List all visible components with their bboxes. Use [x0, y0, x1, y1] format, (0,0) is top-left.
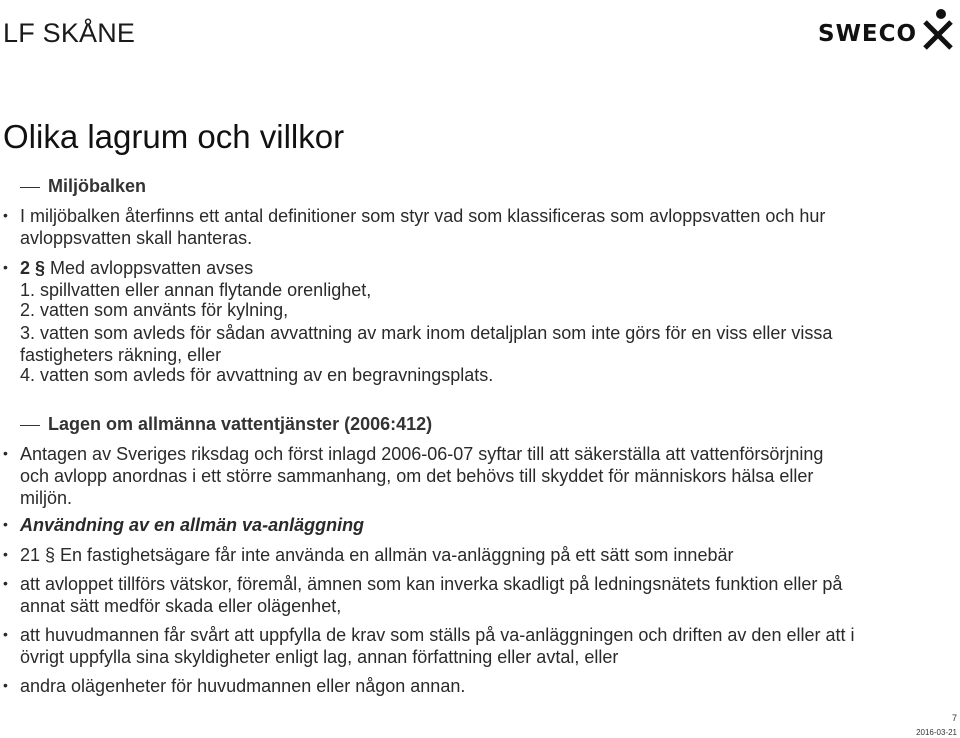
paragraph-3: 21 § En fastighetsägare får inte använda en allmän va-anläggning på ett sätt som innebär — [20, 545, 734, 565]
paragraph-5a: att huvudmannen får svårt att uppfylla de krav som ställs på va-anläggningen och driften av den eller att i — [20, 625, 855, 645]
page-number: 7 — [951, 713, 957, 723]
footer-date: 2016-03-21 — [916, 728, 957, 737]
paragraph-2-heading: Användning av en allmän va-anläggning — [20, 515, 365, 535]
list-item-2: 2. vatten som använts för kylning, — [20, 300, 289, 320]
bullet-icon: • — [3, 546, 8, 562]
paragraph-4b: annat sätt medför skada eller olägenhet, — [20, 596, 342, 616]
sweco-logo — [818, 4, 955, 50]
slide-title: Olika lagrum och villkor — [3, 118, 345, 155]
paragraph-1a: Antagen av Sveriges riksdag och först inlagd 2006-06-07 syftar till att säkerställa att vattenförsörjning — [20, 444, 824, 464]
intro-line-2: avloppsvatten skall hanteras. — [20, 228, 253, 248]
logo-text: SWECO — [818, 21, 918, 47]
intro-line-1: I miljöbalken återfinns ett antal definitioner som styr vad som klassificeras som avloppsvatten och hur — [20, 206, 826, 226]
bullet-icon: • — [3, 626, 8, 642]
section-heading-miljobalken: Miljöbalken — [20, 176, 146, 197]
bullet-icon: • — [3, 207, 8, 223]
section-heading-lagen: Lagen om allmänna vattentjänster (2006:412) — [20, 414, 432, 435]
list-item-3b: fastigheters räkning, eller — [20, 345, 222, 365]
dash-marker — [20, 187, 40, 188]
paragraph-4a: att avloppet tillförs vätskor, föremål, ämnen som kan inverka skadligt på ledningsnätets funktion eller på — [20, 574, 843, 594]
bullet-icon: • — [3, 516, 8, 532]
sect-2-line: 2 § Med avloppsvatten avses — [20, 258, 254, 278]
paragraph-5b: övrigt uppfylla sina skyldigheter enligt lag, annan författning eller avtal, eller — [20, 647, 619, 667]
paragraph-1b: och avlopp anordnas i ett större sammanhang, om det behövs till skyddet för människors hälsa eller — [20, 466, 814, 486]
dash-marker — [20, 425, 40, 426]
list-item-3a: 3. vatten som avleds för sådan avvattning av mark inom detaljplan som inte görs för en viss eller vissa — [20, 323, 833, 343]
bullet-icon: • — [3, 259, 8, 275]
bullet-icon: • — [3, 677, 8, 693]
list-item-4: 4. vatten som avleds för avvattning av en begravningsplats. — [20, 365, 494, 385]
bullet-icon: • — [3, 445, 8, 461]
bullet-icon: • — [3, 575, 8, 591]
paragraph-6: andra olägenheter för huvudmannen eller någon annan. — [20, 676, 466, 696]
header-title: LF SKÅNE — [3, 18, 136, 48]
list-item-1: 1. spillvatten eller annan flytande orenlighet, — [20, 280, 372, 300]
paragraph-1c: miljön. — [20, 488, 73, 508]
sweco-logo-icon — [921, 8, 955, 50]
